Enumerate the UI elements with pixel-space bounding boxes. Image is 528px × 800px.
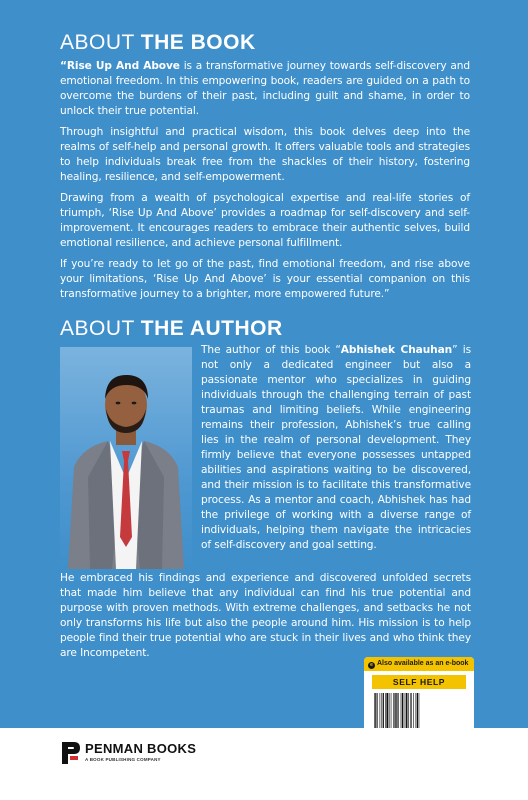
about-book-paragraph-3: Drawing from a wealth of psychological expertise and real-life stories of triumph, ‘Rise Up And Above’ provides a roadmap for self-discovery and self-improvement. It encourages readers to embrace their authentic selves, build emotional resilience, and achieve personal fulfillment. [60,192,470,249]
publisher-tagline: A BOOK PUBLISHING COMPANY [85,757,161,762]
about-author-heading-light: ABOUT [60,317,141,340]
ebook-dot-icon: e [368,662,375,669]
about-author-paragraph-1: The author of this book “Abhishek Chauhan” is not only a dedicated engineer but also a passionate mentor who specializes in guiding individuals through the challenging terrain of past traumas and limiting beliefs. While engineering remains their profession, Abhishek’s true calling lies in the realm of personal development. They firmly believe that everyone possesses untapped abilities and aspirations waiting to be discovered, and their mission is to facilitate this transformative process. As a mentor and coach, Abhishek has had the privilege of working with a diverse range of individuals, helping them navigate the intricacies of self-discovery and goal setting. [201,344,471,551]
publisher-name: PENMAN BOOKS [85,741,197,756]
publisher-logo [60,738,210,768]
about-author-paragraph-2: He embraced his findings and experience and discovered unfolded secrets that made him believe that any individual can find his true potential and purpose with proven methods. With extreme challenges, and setbacks he not only transforms his life but also the people around him. His mission is to help people find their true potential who are stuck in their lives and who think they are Incompetent. [60,572,471,659]
ebook-availability-strip [364,657,474,671]
author-portrait-icon [60,347,192,569]
about-book-heading-light: ABOUT [60,31,141,54]
book-title-emphasis: “Rise Up And Above [60,60,180,72]
about-author-heading-bold: THE AUTHOR [140,317,283,340]
about-book-heading [60,31,256,55]
category-label: SELF HELP [372,675,466,689]
about-author-body [201,343,471,553]
about-author-heading [60,317,283,341]
author-photo [60,347,192,569]
about-book-body [60,59,470,308]
about-author-body-continued [60,571,471,661]
author-name: Abhishek Chauhan [340,344,453,356]
about-book-heading-bold: THE BOOK [140,31,256,54]
ebook-label: Also available as an e-book [377,660,469,667]
about-book-paragraph-1: “Rise Up And Above is a transformative journey towards self-discovery and emotional freedom. In this empowering book, readers are guided on a path to overcome the burdens of their past, including guilt and shame, in order to unlock their true potential. [60,60,470,117]
penman-logo-icon [60,740,82,766]
about-book-paragraph-4: If you’re ready to let go of the past, find emotional freedom, and rise above your limitations, ‘Rise Up And Above’ is your essential companion on this transformative journey to a brighter, more empowered future.” [60,258,470,300]
about-book-paragraph-2: Through insightful and practical wisdom, this book delves deep into the realms of self-help and personal growth. It offers valuable tools and strategies to help individuals break free from the shackles of their history, fostering healing, resilience, and self-empowerment. [60,126,470,183]
